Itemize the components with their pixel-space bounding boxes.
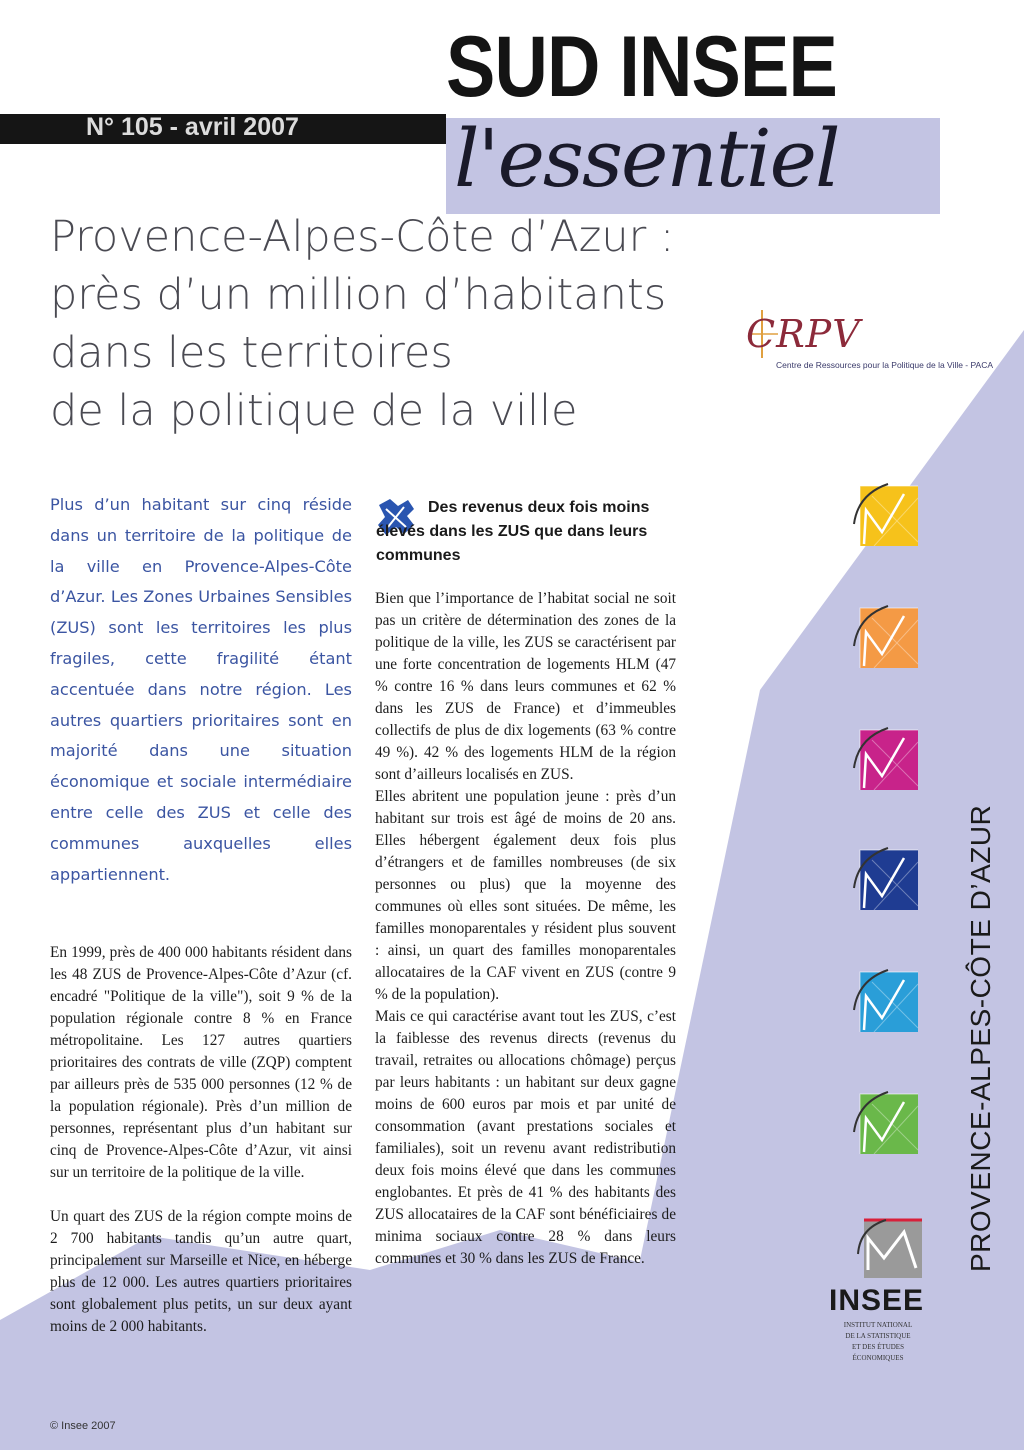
insee-logo-icon bbox=[856, 1214, 926, 1280]
insee-subtitle-line: ÉCONOMIQUES bbox=[852, 1354, 904, 1362]
section-title bbox=[376, 496, 676, 568]
intro-paragraph: Plus d’un habitant sur cinq réside dans un territoire de la politique de la ville en Provence-Alpes-Côte d’Azur. Les Zones Urbaines Sensibles (ZUS) sont les territoires les plus fragiles, cette fragilité étant accentuée dans notre région. Les autres quartiers prioritaires sont en majorité dans une situation économique et sociale intermédiaire entre celle des ZUS et celle des communes auxquelles elles appartiennent. bbox=[50, 495, 352, 884]
orange-tile-icon bbox=[852, 602, 918, 668]
magenta-tile-icon bbox=[852, 724, 918, 790]
crpv-logo-text: CRPV bbox=[746, 312, 861, 356]
navy-tile-icon bbox=[852, 844, 918, 910]
headline-line: dans les territoires bbox=[50, 328, 453, 378]
headline-line: de la politique de la ville bbox=[50, 386, 578, 436]
insee-subtitle-line: ET DES ÉTUDES bbox=[852, 1343, 904, 1351]
region-label: PROVENCE-ALPES-CÔTE D’AZUR bbox=[965, 804, 996, 1272]
headline bbox=[50, 208, 750, 440]
yellow-tile-icon bbox=[852, 480, 918, 546]
masthead-subtitle: l'essentiel bbox=[454, 112, 839, 205]
insee-subtitle-line: INSTITUT NATIONAL bbox=[843, 1321, 913, 1329]
column-2 bbox=[375, 588, 676, 1270]
masthead-title: SUD INSEE bbox=[446, 19, 837, 115]
body-paragraph: Un quart des ZUS de la région compte moins de 2 700 habitants tandis qu’un autre quart, principalement sur Marseille et Nice, en héberge plus de 12 000. Les autres quartiers prioritaires sont globalement plus petits, un sur deux ayant moins de 2 000 habitants. bbox=[50, 1208, 352, 1335]
body-paragraph: Mais ce qui caractérise avant tout les ZUS, c’est la faiblesse des revenus directs (revenus du travail, retraites ou allocations chômage) perçus par leurs habitants : un habitant sur deux gagne moins de 600 euros par mois et par unité de consommation (avant prestations sociales et familiales), soit un revenu avant redistribution deux fois moins élevé que dans les communes englobantes. Et près de 41 % des habitants des ZUS allocataires de la CAF sont bénéficiaires de minima sociaux contre 28 % dans leurs communes et 30 % dans les ZUS de France. bbox=[375, 1008, 676, 1267]
section-title-text: Des revenus deux fois moins élevés dans les ZUS que dans leurs communes bbox=[376, 499, 650, 564]
issue-number: N° 105 - avril 2007 bbox=[86, 113, 299, 141]
green-tile-icon bbox=[852, 1088, 918, 1154]
body-paragraph: Bien que l’importance de l’habitat social ne soit pas un critère de détermination des zones de la politique de la ville, les ZUS se caractérisent par une forte concentration de logements HLM (47 % contre 16 % dans leurs communes et 62 % dans les ZUS de France) et d’immeubles collectifs de plus de dix logements (63 % contre 49 %). 42 % des logements HLM de la région sont d’ailleurs localisés en ZUS. bbox=[375, 590, 676, 783]
body-paragraph: Elles abritent une population jeune : près d’un habitant sur trois est âgé de moins de 20 ans. Elles hébergent également deux fois plus d’étrangers et de familles nombreuses (de six personnes ou plus) que la moyenne des communes où elles sont situées. De même, les familles monoparentales y résident plus souvent : ainsi, un quart des familles monoparentales allocataires de la CAF vivent en ZUS (contre 9 % de la population). bbox=[375, 788, 676, 1003]
insee-subtitle-line: DE LA STATISTIQUE bbox=[845, 1332, 911, 1340]
copyright: © Insee 2007 bbox=[50, 1420, 116, 1432]
column-1 bbox=[50, 942, 352, 1338]
headline-line: Provence-Alpes-Côte d’Azur : bbox=[50, 212, 675, 262]
crpv-tagline: Centre de Ressources pour la Politique de la Ville - PACA bbox=[776, 360, 994, 370]
insee-wordmark: INSEE bbox=[829, 1284, 925, 1317]
body-paragraph: En 1999, près de 400 000 habitants résident dans les 48 ZUS de Provence-Alpes-Côte d’Azur (cf. encadré "Politique de la ville"), soit 9 % de la population régionale contre 8 % en France métropolitaine. Les 127 autres quartiers prioritaires des contrats de ville (ZQP) comptent par ailleurs près de 535 000 personnes (12 % de la population régionale). Près d’un million de personnes, représentant plus d’un habitant sur cinq de Provence-Alpes-Côte d’Azur, vit ainsi sur un territoire de la politique de la ville. bbox=[50, 944, 352, 1181]
headline-line: près d’un million d’habitants bbox=[50, 270, 667, 320]
cyan-tile-icon bbox=[852, 966, 918, 1032]
insee-subtitle bbox=[830, 1320, 926, 1364]
